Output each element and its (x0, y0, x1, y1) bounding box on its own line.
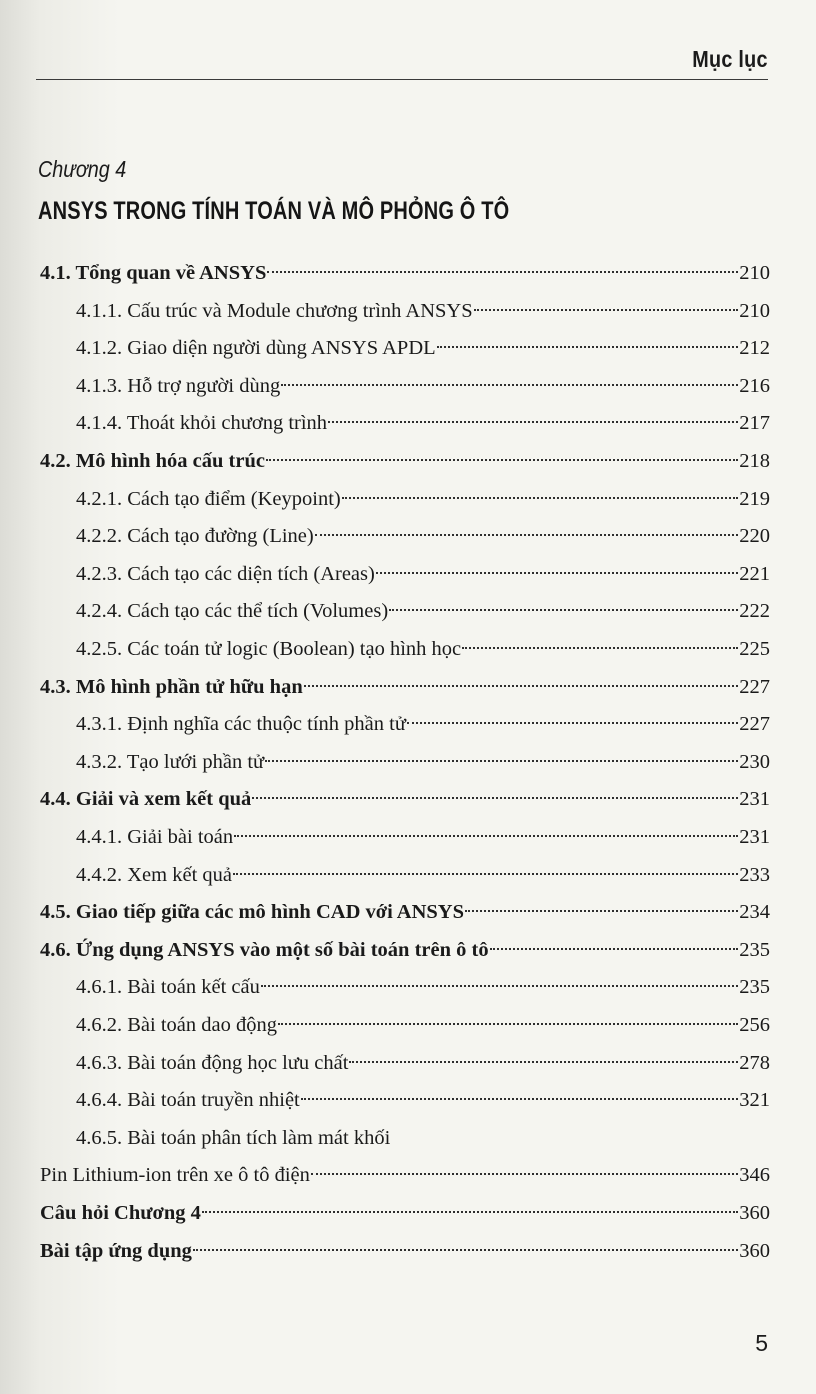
toc-entry (40, 897, 770, 927)
toc-entry-page: 227 (739, 713, 770, 736)
toc-entry (40, 1160, 770, 1190)
dot-leader (490, 947, 739, 950)
dot-leader (349, 1060, 738, 1063)
toc-entry-label: 4.2. Mô hình hóa cấu trúc (40, 450, 265, 472)
toc-entry-page: 219 (739, 487, 770, 510)
toc-entry (76, 822, 770, 852)
toc-entry-label: Bài tập ứng dụng (40, 1239, 192, 1262)
toc-entry (40, 1236, 770, 1266)
dot-leader (281, 383, 738, 386)
toc-entry-page: 360 (739, 1202, 770, 1224)
dot-leader (278, 1022, 738, 1025)
toc-entry-page: 360 (739, 1239, 770, 1262)
dot-leader (234, 834, 738, 837)
toc-entry-label: 4.3.2. Tạo lưới phần tử (76, 750, 265, 773)
toc-entry (76, 596, 770, 626)
toc-entry-label: 4.6. Ứng dụng ANSYS vào một số bài toán trên ô tô (40, 938, 489, 961)
dot-leader (328, 420, 738, 423)
chapter-label: Chương 4 (38, 156, 127, 182)
toc-entry-page: 221 (739, 562, 770, 585)
toc-entry-label: 4.6.3. Bài toán động học lưu chất (76, 1051, 349, 1074)
toc-entry (76, 484, 770, 514)
toc-entry (76, 972, 770, 1002)
toc-entry-page: 321 (739, 1089, 770, 1112)
toc-entry-label: 4.2.5. Các toán tử logic (Boolean) tạo hình học (76, 638, 462, 660)
toc-entry-label: Pin Lithium-ion trên xe ô tô điện (40, 1164, 310, 1187)
toc-entry (40, 935, 770, 965)
dot-leader (252, 796, 738, 799)
dot-leader (315, 533, 739, 536)
dot-leader (266, 458, 738, 461)
toc-entry-label: 4.2.2. Cách tạo đường (Line) (76, 525, 314, 548)
toc-entry-label: 4.3.1. Định nghĩa các thuộc tính phần tử (76, 713, 406, 736)
dot-leader (437, 345, 739, 348)
toc-entry-label: 4.1.3. Hỗ trợ người dùng (76, 374, 281, 397)
toc-entry-page: 256 (739, 1014, 770, 1036)
toc-entry-page: 210 (739, 299, 770, 322)
toc-entry (76, 559, 770, 589)
toc-entry (76, 709, 770, 739)
toc-entry-label: 4.2.4. Cách tạo các thể tích (Volumes) (76, 600, 389, 623)
toc-entry (76, 521, 770, 551)
dot-leader (465, 909, 738, 912)
toc-entry (76, 634, 770, 664)
toc-entry (76, 333, 770, 363)
toc-entry (76, 1048, 770, 1078)
toc-entry-label: 4.3. Mô hình phần tử hữu hạn (40, 675, 303, 698)
toc-entry (76, 371, 770, 401)
header-rule (36, 79, 768, 80)
toc-entry-page: 231 (739, 826, 770, 848)
toc-entry (76, 1010, 770, 1040)
dot-leader (233, 872, 738, 875)
dot-leader (376, 571, 738, 574)
dot-leader (267, 270, 738, 273)
toc-entry (40, 258, 770, 288)
dot-leader (304, 684, 739, 687)
toc-entry-label: 4.6.2. Bài toán dao động (76, 1014, 277, 1036)
toc-entry-page: 231 (739, 788, 770, 811)
toc-entry-page: 220 (739, 525, 770, 548)
toc-entry (40, 784, 770, 814)
toc-entry-label: Câu hỏi Chương 4 (40, 1202, 201, 1224)
toc-entry-label: 4.5. Giao tiếp giữa các mô hình CAD với ANSYS (40, 901, 465, 924)
toc-entry-page: 218 (739, 450, 770, 472)
toc-entry (76, 408, 770, 438)
toc-entry-label: 4.6.1. Bài toán kết cấu (76, 976, 260, 999)
toc-entry-label: 4.4. Giải và xem kết quả (40, 788, 252, 811)
toc-entry (76, 747, 770, 777)
toc-entry-label: 4.1. Tổng quan về ANSYS (40, 262, 267, 284)
toc-entry (76, 296, 770, 326)
toc-entry-page: 278 (739, 1051, 770, 1074)
toc-entry-page: 227 (739, 675, 770, 698)
toc-entry-page: 230 (739, 750, 770, 773)
toc-entry-page: 235 (739, 938, 770, 961)
toc-entry-page: 235 (739, 976, 770, 999)
running-head-title: Mục lục (692, 46, 768, 72)
toc-entry-label: 4.2.3. Cách tạo các diện tích (Areas) (76, 562, 375, 585)
chapter-title: ANSYS TRONG TÍNH TOÁN VÀ MÔ PHỎNG Ô TÔ (38, 197, 510, 225)
toc-entry-label: 4.1.4. Thoát khỏi chương trình (76, 412, 328, 435)
toc-entry-page: 210 (739, 262, 770, 284)
dot-leader (474, 308, 739, 311)
dot-leader (407, 721, 738, 724)
toc-entry-page: 233 (739, 863, 770, 886)
dot-leader (261, 984, 738, 987)
toc-entry (76, 860, 770, 890)
toc-entry-page: 217 (739, 412, 770, 435)
toc-entry-page: 216 (739, 374, 770, 397)
dot-leader (301, 1097, 739, 1100)
dot-leader (193, 1248, 738, 1251)
toc-entry-page: 212 (739, 337, 770, 360)
toc-entry-label: 4.6.4. Bài toán truyền nhiệt (76, 1089, 300, 1112)
page-number: 5 (755, 1330, 768, 1356)
toc-entry-label: 4.1.2. Giao diện người dùng ANSYS APDL (76, 337, 436, 360)
dot-leader (202, 1210, 738, 1213)
toc-entry-page: 346 (739, 1164, 770, 1187)
toc-entry (40, 446, 770, 476)
toc-entry (40, 1198, 770, 1228)
toc-entry (76, 1085, 770, 1115)
toc-entry-label: 4.4.1. Giải bài toán (76, 826, 234, 848)
dot-leader (265, 759, 738, 762)
toc-entry-label: 4.1.1. Cấu trúc và Module chương trình ANSYS (76, 299, 473, 322)
toc-entry-page: 225 (739, 638, 770, 660)
toc-entry-label: 4.4.2. Xem kết quả (76, 863, 232, 886)
toc-line: 4.6.5. Bài toán phân tích làm mát khối (76, 1126, 391, 1149)
toc-entry-label: 4.2.1. Cách tạo điểm (Keypoint) (76, 487, 341, 510)
dot-leader (462, 646, 738, 649)
toc-entry (40, 672, 770, 702)
dot-leader (311, 1172, 738, 1175)
dot-leader (389, 608, 738, 611)
toc-entry-page: 234 (739, 901, 770, 924)
dot-leader (342, 496, 739, 499)
toc-entry-page: 222 (739, 600, 770, 623)
